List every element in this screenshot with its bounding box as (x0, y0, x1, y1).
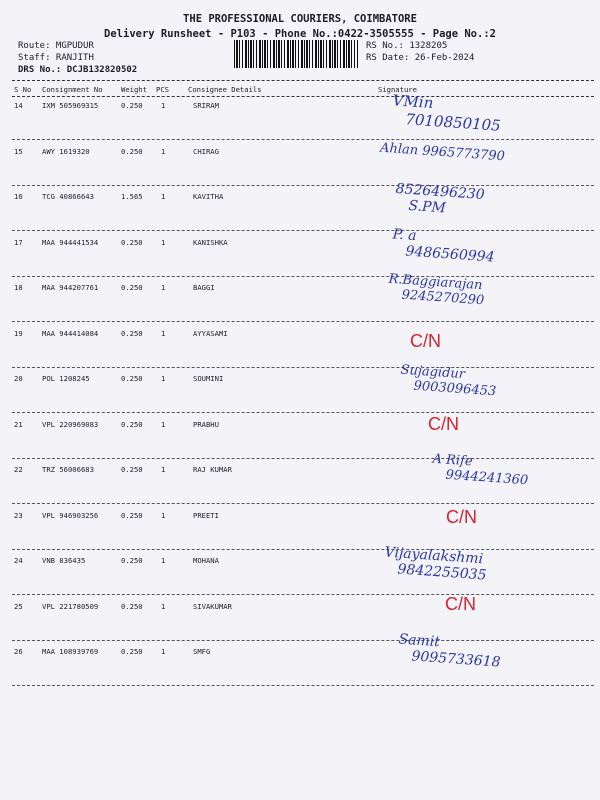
barcode-image (234, 40, 358, 68)
header-bottom-rule (12, 96, 594, 97)
row-pcs: 1 (161, 647, 166, 656)
row-weight: 0.250 (121, 419, 143, 429)
col-header-consignment: Consignment No (42, 85, 103, 94)
row-consignee: SMFG (193, 647, 211, 656)
row-consignment-no: VNB 836435 (42, 556, 86, 565)
row-consignment-no: VPL 221780509 (42, 601, 99, 611)
signature-line-1: VMin (392, 91, 434, 113)
signature-line-1: C/N (446, 506, 477, 527)
row-divider (12, 412, 594, 413)
row-divider (12, 185, 594, 186)
row-consignee: SIVAKUMAR (193, 601, 232, 611)
row-consignee: AYYASAMI (193, 328, 228, 338)
signature-line-2: S.PM (407, 197, 447, 217)
drs-number: DRS No.: DCJB132820502 (18, 65, 138, 75)
row-pcs: 1 (161, 237, 166, 247)
signature-line-1: Vijayalakshmi (384, 544, 484, 568)
row-weight: 0.250 (121, 328, 143, 338)
row-pcs: 1 (161, 601, 166, 611)
row-pcs: 1 (161, 374, 166, 383)
row-divider (12, 503, 594, 504)
row-consignment-no: MAA 944207761 (42, 283, 99, 292)
row-divider (12, 549, 594, 550)
row-consignment-no: MAA 944441534 (42, 237, 99, 247)
row-signature (428, 414, 459, 435)
row-consignment-no: AWY 1619320 (42, 146, 90, 156)
row-consignee: SRIRAM (193, 101, 219, 110)
row-divider (12, 139, 594, 140)
table-row (0, 451, 600, 511)
signature-line-2: 9944241360 (445, 467, 529, 489)
row-consignment-no: POL 1208245 (42, 374, 90, 383)
row-pcs: 1 (161, 101, 166, 110)
row-consignment-no: TRZ 56006683 (42, 465, 94, 474)
rs-number: RS No.: 1328205 (366, 41, 448, 51)
row-signature (431, 452, 530, 489)
row-sno: 24 (14, 556, 23, 565)
table-row (0, 362, 600, 420)
header-top-rule (12, 80, 594, 81)
row-consignment-no: MAA 944414084 (42, 328, 99, 338)
signature-line-2: 9486560994 (404, 242, 495, 266)
row-divider (12, 640, 594, 641)
row-pcs: 1 (161, 510, 166, 520)
row-weight: 0.250 (121, 647, 143, 656)
table-row (0, 271, 600, 329)
row-consignee: RAJ KUMAR (193, 465, 232, 474)
table-row (0, 180, 600, 238)
table-row (0, 329, 600, 375)
row-pcs: 1 (161, 283, 166, 292)
row-sno: 22 (14, 465, 23, 474)
runsheet-subtitle: Delivery Runsheet - P103 - Phone No.:0422-3505555 - Page No.:2 (104, 28, 496, 40)
row-signature (410, 331, 441, 352)
row-weight: 0.250 (121, 237, 143, 247)
table-row (0, 225, 600, 284)
row-consignee: KAVITHA (193, 192, 224, 201)
row-sno: 18 (14, 283, 23, 292)
table-row (0, 544, 600, 602)
row-weight: 0.250 (121, 374, 143, 383)
col-header-consignee: Consignee Details (188, 85, 262, 94)
row-signature (391, 226, 496, 265)
row-divider (12, 276, 594, 277)
row-signature (394, 181, 485, 219)
row-pcs: 1 (161, 192, 166, 201)
company-title: THE PROFESSIONAL COURIERS, COIMBATORE (183, 13, 417, 25)
row-sno: 25 (14, 601, 23, 611)
row-sno: 14 (14, 101, 23, 110)
row-weight: 0.250 (121, 601, 143, 611)
row-consignment-no: IXM 505969315 (42, 101, 99, 110)
signature-line-1: C/N (445, 593, 476, 614)
signature-line-1: Samit (398, 631, 441, 651)
col-header-sno: S No (14, 85, 32, 94)
signature-line-1: C/N (410, 330, 441, 351)
row-pcs: 1 (161, 465, 166, 474)
row-pcs: 1 (161, 556, 166, 565)
signature-line-2: 9003096453 (413, 378, 497, 400)
row-sno: 23 (14, 510, 23, 520)
signature-line-1: Sujagidur (400, 362, 466, 383)
signature-line-2: 9095733618 (410, 648, 501, 671)
signature-line-2: 9245270290 (401, 287, 485, 309)
row-weight: 0.250 (121, 101, 143, 110)
table-row (0, 140, 600, 193)
row-sno: 15 (14, 146, 23, 156)
row-divider (12, 685, 594, 686)
row-signature (445, 594, 476, 615)
signature-line-2: 9842255035 (396, 561, 487, 584)
row-weight: 0.250 (121, 283, 143, 292)
table-row (0, 631, 600, 693)
row-divider (12, 230, 594, 231)
row-weight: 0.250 (121, 510, 143, 520)
row-divider (12, 321, 594, 322)
row-sno: 16 (14, 192, 23, 201)
row-consignee: CHIRAG (193, 146, 219, 156)
row-signature (397, 631, 502, 670)
table-row (0, 506, 600, 557)
signature-line-1: Ahlan 9965773790 (379, 140, 506, 164)
row-weight: 0.250 (121, 556, 143, 565)
row-consignee: KANISHKA (193, 237, 228, 247)
row-weight: 0.250 (121, 465, 143, 474)
row-divider (12, 367, 594, 368)
table-row (0, 593, 600, 648)
row-pcs: 1 (161, 328, 166, 338)
signature-line-1: A Rife (432, 451, 474, 470)
row-consignee: PRABHU (193, 419, 219, 429)
signature-line-1: C/N (428, 413, 459, 434)
signature-line-1: R.Baggiarajan (388, 271, 483, 294)
table-row (0, 91, 600, 147)
row-sno: 19 (14, 328, 23, 338)
row-pcs: 1 (161, 146, 166, 156)
row-consignee: SOUMINI (193, 374, 224, 383)
rs-date: RS Date: 26-Feb-2024 (366, 53, 475, 63)
signature-line-1: 8526496230 (395, 180, 486, 204)
row-consignee: PREETI (193, 510, 219, 520)
col-header-pcs: PCS (156, 85, 169, 94)
row-sno: 26 (14, 647, 23, 656)
row-consignment-no: VPL 220969083 (42, 419, 99, 429)
row-signature (383, 544, 488, 583)
row-consignee: MOHANA (193, 556, 219, 565)
row-pcs: 1 (161, 419, 166, 429)
row-consignee: BAGGI (193, 283, 215, 292)
row-signature (387, 272, 486, 309)
row-signature (446, 507, 477, 528)
row-sno: 21 (14, 419, 23, 429)
row-divider (12, 594, 594, 595)
row-sno: 17 (14, 237, 23, 247)
staff-label: Staff: RANJITH (18, 53, 94, 63)
row-signature (391, 91, 503, 135)
row-signature (399, 363, 498, 400)
row-consignment-no: TCG 40866643 (42, 192, 94, 201)
row-weight: 0.250 (121, 146, 143, 156)
row-consignment-no: MAA 108939769 (42, 647, 99, 656)
row-consignment-no: VPL 946903256 (42, 510, 99, 520)
signature-line-2: 7010850105 (404, 110, 502, 135)
row-weight: 1.565 (121, 192, 143, 201)
col-header-weight: Weight (121, 85, 147, 94)
row-sno: 20 (14, 374, 23, 383)
col-header-signature: Signature (378, 85, 417, 94)
route-label: Route: MGPUDUR (18, 41, 94, 51)
signature-line-1: P. a (392, 225, 418, 244)
